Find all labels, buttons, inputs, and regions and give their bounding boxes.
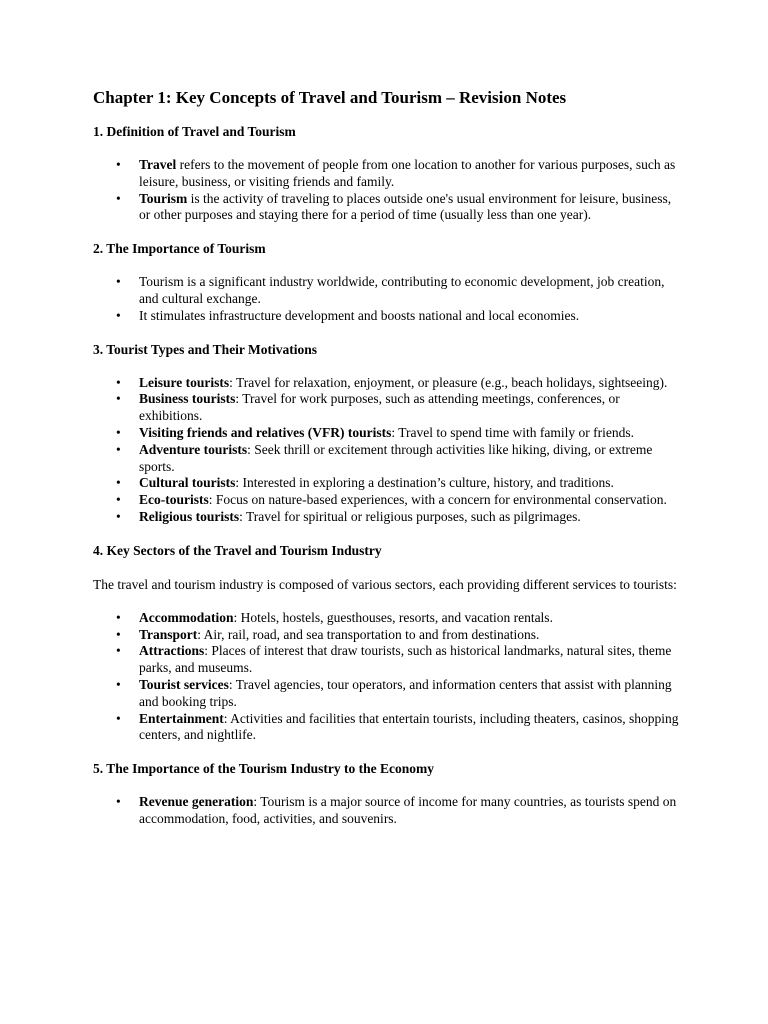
bullet-icon: • [116,391,121,407]
list-item [116,676,683,711]
bullet-icon: • [116,157,121,172]
item-text: refers to the movement of people from one location to another for various purposes, such as leisure, business, or visiting friends and family. [139,157,676,189]
item-text: : Focus on nature-based experiences, with a concern for environmental conservation. [208,492,667,508]
list-item [116,424,683,442]
item-text: : Seek thrill or excitement through activities like hiking, diving, or extreme sports. [139,441,653,474]
item-term: Attractions [139,643,205,659]
bullet-icon: • [116,441,121,457]
section-heading: 3. Tourist Types and Their Motivations [93,341,318,357]
item-text: : Activities and facilities that entertain tourists, including theaters, casinos, shopping centers, and nightlife. [139,710,679,743]
item-term: Entertainment [139,710,224,726]
bullet-list [93,375,683,526]
item-text: : Tourism is a major source of income for many countries, as tourists spend on accommodation, food, activities, and souvenirs. [139,794,677,826]
item-text: : Travel to spend time with family or friends. [391,424,634,440]
list-item [116,190,683,225]
item-text: : Hotels, hostels, guesthouses, resorts, and vacation rentals. [233,609,553,625]
list-item [116,475,683,492]
item-term: Religious tourists [139,508,240,524]
bullet-icon: • [116,643,121,659]
bullet-icon: • [116,274,121,290]
item-text: Tourism is a significant industry worldwide, contributing to economic development, job creation, and cultural exchange. [139,274,665,306]
list-item [116,508,683,526]
item-term: Revenue generation [139,794,254,810]
bullet-icon: • [116,609,121,625]
bullet-icon: • [116,424,121,440]
list-item [116,374,683,392]
list-item [116,492,683,509]
list-item [116,274,683,308]
list-item [116,643,683,677]
sections-container [93,123,683,828]
section-heading: 1. Definition of Travel and Tourism [93,124,296,139]
bullet-icon: • [116,374,121,390]
bullet-list [93,157,683,224]
bullet-icon: • [116,475,121,491]
section-heading: 4. Key Sectors of the Travel and Tourism Industry [93,542,382,558]
bullet-icon: • [116,794,121,810]
list-item [116,626,683,644]
bullet-icon: • [116,710,121,726]
section-intro: The travel and tourism industry is composed of various sectors, each providing different services to tourists: [93,576,677,592]
list-item [116,441,683,476]
item-text: : Travel for relaxation, enjoyment, or pleasure (e.g., beach holidays, sightseeing). [229,374,668,390]
bullet-icon: • [116,508,121,524]
item-term: Accommodation [139,609,234,625]
item-text: : Interested in exploring a destination’s culture, history, and traditions. [235,475,614,491]
list-item [116,609,683,627]
item-text: : Travel agencies, tour operators, and information centers that assist with planning and booking trips. [139,676,672,709]
item-term: Visiting friends and relatives (VFR) tourists [139,424,392,440]
bullet-icon: • [116,626,121,642]
item-term: Adventure tourists [139,441,248,457]
item-text: : Air, rail, road, and sea transportation to and from destinations. [197,626,540,642]
item-term: Tourism [139,190,188,206]
list-item [116,391,683,425]
section-heading: 5. The Importance of the Tourism Industry to the Economy [93,761,435,777]
item-term: Business tourists [139,391,236,407]
item-text: : Places of interest that draw tourists, such as historical landmarks, natural sites, theme parks, and museums. [139,643,672,676]
item-text: It stimulates infrastructure development and boosts national and local economies. [139,307,580,323]
item-text: : Travel for work purposes, such as attending meetings, conferences, or exhibitions. [139,391,620,424]
bullet-list [93,794,683,828]
item-term: Tourist services [139,676,229,692]
item-term: Transport [139,626,198,642]
list-item [116,794,683,828]
item-text: : Travel for spiritual or religious purposes, such as pilgrimages. [239,508,581,524]
list-item [116,710,683,745]
bullet-icon: • [116,676,121,692]
item-term: Leisure tourists [139,374,230,390]
bullet-list [93,274,683,324]
bullet-icon: • [116,492,121,508]
document-page [93,88,683,844]
bullet-icon: • [116,307,121,323]
item-text: is the activity of traveling to places outside one's usual environment for leisure, business, or other purposes and staying there for a period of time (usually less than one year). [139,190,672,223]
section-heading: 2. The Importance of Tourism [93,241,266,257]
bullet-list [93,610,683,744]
item-term: Eco-tourists [139,492,209,508]
bullet-icon: • [116,190,121,206]
item-term: Travel [139,157,177,172]
item-term: Cultural tourists [139,475,236,491]
list-item [116,307,683,325]
page-title: Chapter 1: Key Concepts of Travel and Tourism – Revision Notes [93,88,567,107]
list-item [116,157,683,191]
